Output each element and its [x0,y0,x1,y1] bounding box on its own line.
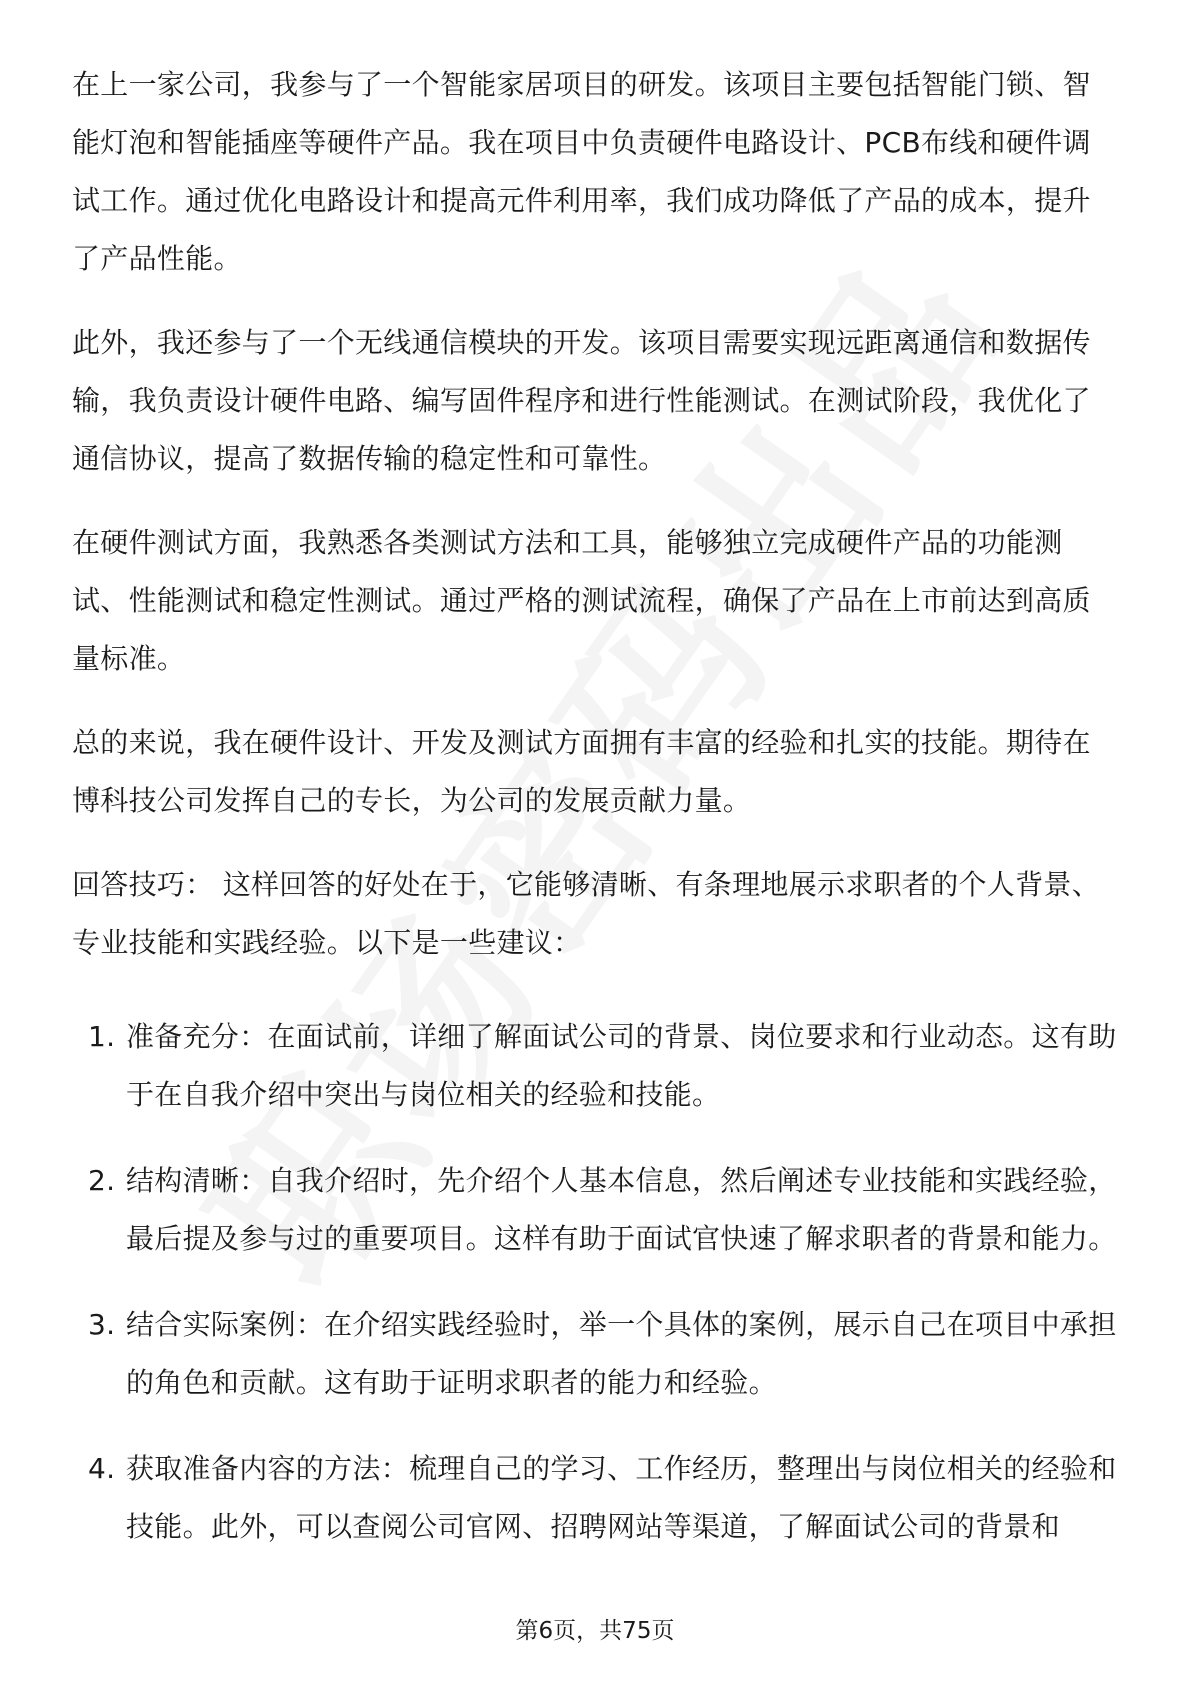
list-item [72,1440,1118,1556]
document-body [72,56,1118,1584]
list-item [72,1008,1118,1124]
list-text: 获取准备内容的方法：梳理自己的学习、工作经历，整理出与岗位相关的经验和技能。此外，可以查阅公司官网、招聘网站等渠道，了解面试公司的背景和 [126,1452,1117,1543]
tips-intro: 回答技巧： 这样回答的好处在于，它能够清晰、有条理地展示求职者的个人背景、专业技能和实践经验。以下是一些建议： [72,868,1101,959]
list-text: 准备充分：在面试前，详细了解面试公司的背景、岗位要求和行业动态。这有助于在自我介绍中突出与岗位相关的经验和技能。 [126,1020,1117,1111]
paragraph: 此外，我还参与了一个无线通信模块的开发。该项目需要实现远距离通信和数据传输，我负责设计硬件电路、编写固件程序和进行性能测试。在测试阶段，我优化了通信协议，提高了数据传输的稳定性和可靠性。 [72,326,1091,475]
paragraph: 在上一家公司，我参与了一个智能家居项目的研发。该项目主要包括智能门锁、智能灯泡和智能插座等硬件产品。我在项目中负责硬件电路设计、PCB布线和硬件调试工作。通过优化电路设计和提高元件利用率，我们成功降低了产品的成本，提升了产品性能。 [72,68,1091,275]
list-number: 2. [88,1164,116,1197]
list-number: 4. [88,1452,116,1485]
paragraph: 在硬件测试方面，我熟悉各类测试方法和工具，能够独立完成硬件产品的功能测试、性能测试和稳定性测试。通过严格的测试流程，确保了产品在上市前达到高质量标准。 [72,526,1091,675]
paragraph: 总的来说，我在硬件设计、开发及测试方面拥有丰富的经验和扎实的技能。期待在博科技公司发挥自己的专长，为公司的发展贡献力量。 [72,726,1091,817]
list-number: 1. [88,1020,116,1053]
tips-list [72,1008,1118,1556]
page-footer: 第6页，共75页 [515,1618,675,1644]
list-item [72,1296,1118,1412]
list-text: 结构清晰：自我介绍时，先介绍个人基本信息，然后阐述专业技能和实践经验，最后提及参与过的重要项目。这样有助于面试官快速了解求职者的背景和能力。 [126,1164,1117,1255]
list-item [72,1152,1118,1268]
list-text: 结合实际案例：在介绍实践经验时，举一个具体的案例，展示自己在项目中承担的角色和贡献。这有助于证明求职者的能力和经验。 [126,1308,1117,1399]
list-number: 3. [88,1308,116,1341]
